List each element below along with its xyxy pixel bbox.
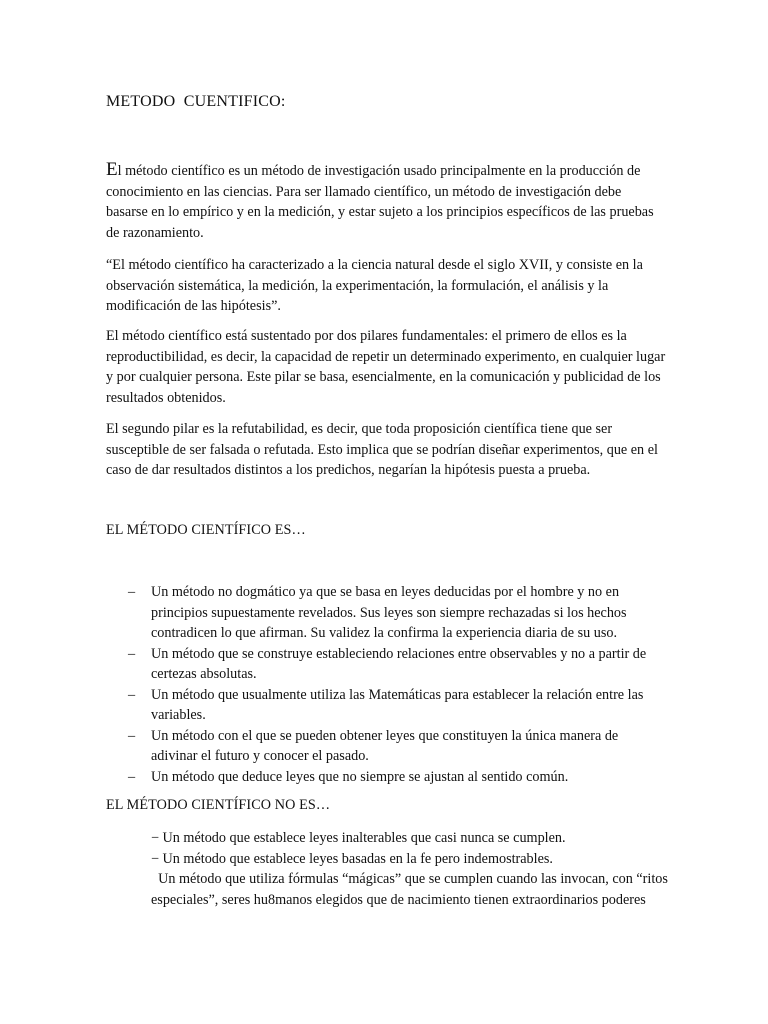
list-item-text: Un método que usualmente utiliza las Matemáticas para establecer la relación entre las variables. <box>151 686 644 723</box>
document-title: METODO CUENTIFICO: <box>106 93 286 110</box>
list-item-text: Un método no dogmático ya que se basa en leyes deducidas por el hombre y no en principios supuestamente revelados. Sus leyes son siempre rechazadas si los hechos contradicen lo que afirman. Su validez la confirma la experiencia diaria de su uso. <box>151 584 627 641</box>
section-heading-no-es: EL MÉTODO CIENTÍFICO NO ES… <box>106 797 331 813</box>
dash-bullet: – <box>128 645 136 662</box>
list-item-text: Un método con el que se pueden obtener leyes que constituyen la única manera de adivinar el futuro y conocer el pasado. <box>151 727 619 764</box>
paragraph-refutability <box>106 419 666 481</box>
list-item-text: Un método que deduce leyes que no siempre se ajustan al sentido común. <box>151 768 569 785</box>
dropcap-letter: E <box>106 159 118 180</box>
paragraph-text: “El método científico ha caracterizado a la ciencia natural desde el siglo XVII, y consiste en la observación sistemática, la medición, la experimentación, la formulación, el análisis y la modificación de las hipótesis”. <box>106 257 643 314</box>
list-item: − Un método que establece leyes inalterables que casi nunca se cumplen. <box>151 830 566 846</box>
dash-bullet: – <box>128 727 136 744</box>
paragraph-pillars <box>106 326 666 408</box>
list-item <box>106 644 666 685</box>
list-es <box>106 582 666 787</box>
paragraph-definition <box>106 160 666 243</box>
list-item: Un método que utiliza fórmulas “mágicas” que se cumplen cuando las invocan, con “ritos especiales”, seres hu8manos elegidos que de nacimiento tienen extraordinarios poderes <box>151 871 672 908</box>
list-item-text: Un método que se construye estableciendo relaciones entre observables y no a partir de certezas absolutas. <box>151 645 647 682</box>
list-item <box>106 685 666 726</box>
list-item: − Un método que establece leyes basadas en la fe pero indemostrables. <box>151 850 553 867</box>
paragraph-text: l método científico es un método de investigación usado principalmente en la producción de conocimiento en las ciencias. Para ser llamado científico, un método de investigación debe basarse en lo empírico y en la medición, y estar sujeto a los principios específicos de las pruebas de razonamiento. <box>106 163 654 241</box>
dash-bullet: – <box>128 768 136 785</box>
dash-bullet: – <box>128 584 136 600</box>
paragraph-text: El segundo pilar es la refutabilidad, es decir, que toda proposición científica tiene que ser susceptible de ser falsada o refutada. Esto implica que se podrían diseñar experimentos, que en el caso de dar resultados distintos a los predichos, negarían la hipótesis puesta a prueba. <box>106 421 658 478</box>
paragraph-text: El método científico está sustentado por dos pilares fundamentales: el primero de ellos es la reproductibilidad, es decir, la capacidad de repetir un determinado experimento, en cualquier lugar y por cualquier persona. Este pilar se basa, esencialmente, en la comunicación y publicidad de los resultados obtenidos. <box>106 328 666 406</box>
list-item <box>106 726 666 767</box>
dash-bullet: – <box>128 686 136 703</box>
paragraph-quote <box>106 255 666 317</box>
section-heading-es: EL MÉTODO CIENTÍFICO ES… <box>106 522 306 538</box>
list-no-es <box>151 828 671 910</box>
list-item <box>106 582 666 644</box>
list-item <box>106 767 666 788</box>
